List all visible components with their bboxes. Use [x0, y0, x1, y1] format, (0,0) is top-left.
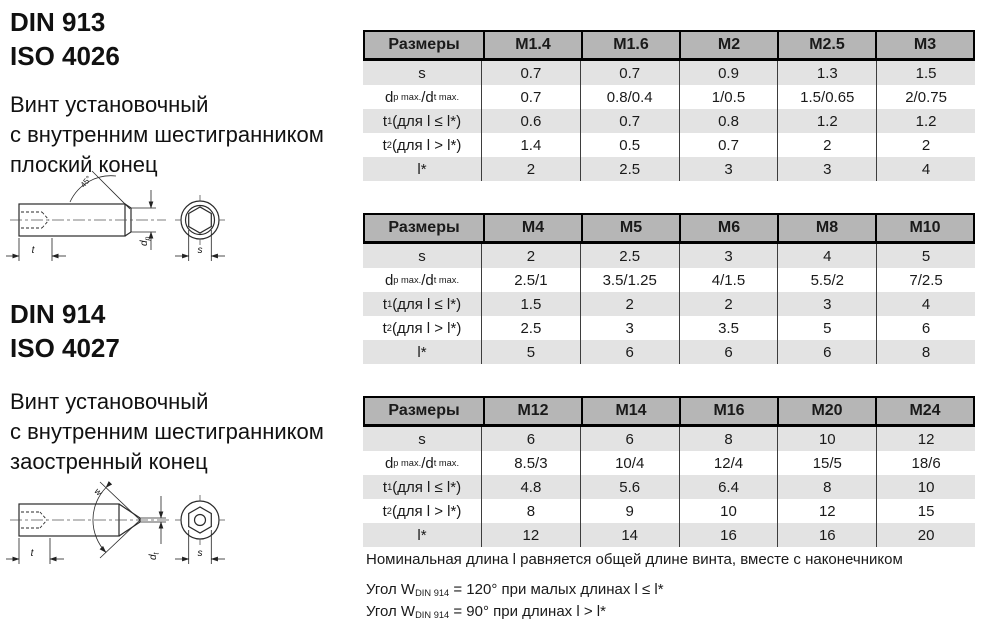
value-cell: 1.2: [876, 109, 975, 133]
description-cone-point: [10, 387, 324, 477]
flat-point-screw-drawing-icon: [4, 166, 254, 271]
value-cell: 2: [777, 133, 876, 157]
table-row: [363, 109, 975, 133]
value-cell: 4: [876, 157, 975, 181]
row-label: d p max. /d t max.: [384, 271, 460, 289]
column-header-size: M14: [581, 398, 679, 424]
row-label: t 2 (для l > l*): [382, 319, 462, 337]
value-cell: 15: [876, 499, 975, 523]
value-cell: 0.8/0.4: [580, 85, 679, 109]
value-cell: 9: [580, 499, 679, 523]
value-cell: 16: [777, 523, 876, 547]
din-913-title: DIN 913: [10, 7, 106, 37]
value-cell: 4.8: [481, 475, 580, 499]
column-header-sizes-title: Размеры: [388, 36, 460, 53]
value-cell: 1.5: [876, 61, 975, 85]
screw-end-view: [175, 495, 225, 545]
value-cell: 8.5/3: [481, 451, 580, 475]
value-cell: 5: [481, 340, 580, 364]
value-cell: 6: [481, 427, 580, 451]
dim-dp-sub: p: [144, 236, 152, 241]
column-header-size: M6: [679, 215, 777, 241]
description-line: с внутренним шестигранником: [10, 419, 324, 444]
value-cell: 12/4: [679, 451, 778, 475]
value-cell: 6: [580, 340, 679, 364]
dim-t: [6, 538, 64, 564]
dim-s: [175, 530, 225, 564]
angle-45-label: 45°: [78, 174, 94, 190]
dim-dt-sub: t: [153, 552, 161, 555]
row-label: l*: [417, 160, 427, 178]
value-cell: 0.7: [481, 61, 580, 85]
value-cell: 0.9: [679, 61, 778, 85]
table-header-row: [363, 213, 975, 244]
table-row: [363, 427, 975, 451]
dim-s-label: s: [197, 548, 203, 559]
value-cell: 3.5/1.25: [580, 268, 679, 292]
column-header-size: M24: [875, 398, 973, 424]
description-line: плоский конец: [10, 152, 158, 177]
row-label: l*: [417, 526, 427, 544]
dim-dt: [140, 496, 166, 560]
value-cell: 6: [876, 316, 975, 340]
footnote-angle-120: Угол $W_{DIN 914} = 120^\circ$ при малых длинах l ≤ l*: [366, 581, 664, 599]
table-row: [363, 316, 975, 340]
row-label: t 2 (для l > l*): [382, 502, 462, 520]
dimensions-table-m4-m10: [363, 213, 975, 364]
table-row: [363, 268, 975, 292]
value-cell: 1.5/0.65: [777, 85, 876, 109]
column-header-size: M3: [875, 32, 973, 58]
screw-end-view: [175, 195, 225, 245]
value-cell: 4: [876, 292, 975, 316]
column-header-size: M2.5: [777, 32, 875, 58]
column-header-size: M1.4: [483, 32, 581, 58]
value-cell: 16: [679, 523, 778, 547]
value-cell: 1.5: [481, 292, 580, 316]
dim-t-label: t: [31, 245, 35, 256]
description-line: Винт установочный: [10, 92, 209, 117]
dim-t-label: t: [30, 548, 34, 559]
value-cell: 1.3: [777, 61, 876, 85]
value-cell: 12: [481, 523, 580, 547]
standard-block-din914: [10, 297, 120, 365]
row-label: t 1 (для l ≤ l*): [382, 478, 462, 496]
column-header-size: M20: [777, 398, 875, 424]
svg-text:dp: [139, 236, 152, 246]
row-label: s: [418, 247, 426, 265]
value-cell: 8: [876, 340, 975, 364]
dimensions-table-m12-m24: [363, 396, 975, 547]
dim-s-label: s: [197, 245, 203, 256]
value-cell: 5.5/2: [777, 268, 876, 292]
value-cell: 20: [876, 523, 975, 547]
value-cell: 10: [777, 427, 876, 451]
value-cell: 15/5: [777, 451, 876, 475]
table-row: [363, 85, 975, 109]
column-header-size: M10: [875, 215, 973, 241]
value-cell: 2: [580, 292, 679, 316]
value-cell: 8: [679, 427, 778, 451]
value-cell: 10: [876, 475, 975, 499]
value-cell: 3.5: [679, 316, 778, 340]
value-cell: 2.5: [481, 316, 580, 340]
row-label: d p max. /d t max.: [384, 88, 460, 106]
table-row: [363, 499, 975, 523]
cone-point-screw-drawing-icon: [4, 476, 254, 581]
value-cell: 5.6: [580, 475, 679, 499]
value-cell: 3: [580, 316, 679, 340]
value-cell: 2.5: [580, 244, 679, 268]
column-header-sizes-title: Размеры: [388, 402, 460, 419]
value-cell: 2: [481, 157, 580, 181]
value-cell: 4/1.5: [679, 268, 778, 292]
value-cell: 0.7: [580, 61, 679, 85]
value-cell: 6: [679, 340, 778, 364]
value-cell: 0.7: [580, 109, 679, 133]
row-label: t 2 (для l > l*): [382, 136, 462, 154]
value-cell: 5: [876, 244, 975, 268]
value-cell: 2/0.75: [876, 85, 975, 109]
value-cell: 0.7: [679, 133, 778, 157]
angle-w-label: w: [92, 485, 105, 498]
value-cell: 6.4: [679, 475, 778, 499]
column-header-size: M2: [679, 32, 777, 58]
value-cell: 6: [777, 340, 876, 364]
table-row: [363, 340, 975, 364]
value-cell: 1/0.5: [679, 85, 778, 109]
row-label: d p max. /d t max.: [384, 454, 460, 472]
iso-4026-title: ISO 4026: [10, 41, 120, 71]
chamfer-angle-annotation: [70, 171, 130, 209]
value-cell: 8: [481, 499, 580, 523]
value-cell: 1.4: [481, 133, 580, 157]
table-row: [363, 157, 975, 181]
row-label: t 1 (для l ≤ l*): [382, 295, 462, 313]
value-cell: 6: [580, 427, 679, 451]
value-cell: 3: [679, 244, 778, 268]
column-header-sizes-title: Размеры: [388, 219, 460, 236]
value-cell: 10/4: [580, 451, 679, 475]
table-row: [363, 133, 975, 157]
column-header-size: M8: [777, 215, 875, 241]
value-cell: 14: [580, 523, 679, 547]
value-cell: 0.5: [580, 133, 679, 157]
value-cell: 2.5/1: [481, 268, 580, 292]
description-line: Винт установочный: [10, 389, 209, 414]
table-row: [363, 61, 975, 85]
value-cell: 12: [777, 499, 876, 523]
value-cell: 2: [679, 292, 778, 316]
value-cell: 2.5: [580, 157, 679, 181]
description-line: с внутренним шестигранником: [10, 122, 324, 147]
table-row: [363, 292, 975, 316]
value-cell: 3: [777, 157, 876, 181]
iso-4027-title: ISO 4027: [10, 333, 120, 363]
row-label: t 1 (для l ≤ l*): [382, 112, 462, 130]
value-cell: 12: [876, 427, 975, 451]
value-cell: 5: [777, 316, 876, 340]
table-header-row: [363, 30, 975, 61]
value-cell: 4: [777, 244, 876, 268]
dim-t: [6, 238, 66, 261]
column-header-size: M4: [483, 215, 581, 241]
table-row: [363, 475, 975, 499]
value-cell: 8: [777, 475, 876, 499]
value-cell: 1.2: [777, 109, 876, 133]
dimensions-table-m1.4-m3: [363, 30, 975, 181]
footnote-angle-90: Угол $W_{DIN 914} = 90^\circ$ при длинах l > l*: [366, 603, 606, 621]
footnote-nominal-length: Номинальная длина l равняется общей длине винта, вместе с наконечником: [366, 551, 903, 568]
value-cell: 3: [777, 292, 876, 316]
dim-dt-label: d: [148, 554, 159, 560]
table-row: [363, 244, 975, 268]
value-cell: 0.6: [481, 109, 580, 133]
value-cell: 10: [679, 499, 778, 523]
row-label: l*: [417, 343, 427, 361]
value-cell: 0.7: [481, 85, 580, 109]
row-label: s: [418, 430, 426, 448]
column-header-size: M1.6: [581, 32, 679, 58]
value-cell: 3: [679, 157, 778, 181]
value-cell: 2: [481, 244, 580, 268]
description-line: заостренный конец: [10, 449, 208, 474]
value-cell: 2: [876, 133, 975, 157]
dim-dp-label: d: [139, 240, 150, 246]
table-row: [363, 523, 975, 547]
standard-block-din913: [10, 5, 120, 73]
svg-text:dt: [148, 551, 161, 560]
column-header-size: M16: [679, 398, 777, 424]
value-cell: 18/6: [876, 451, 975, 475]
column-header-size: M12: [483, 398, 581, 424]
value-cell: 7/2.5: [876, 268, 975, 292]
table-row: [363, 451, 975, 475]
din-914-title: DIN 914: [10, 299, 106, 329]
table-header-row: [363, 396, 975, 427]
value-cell: 0.8: [679, 109, 778, 133]
row-label: s: [418, 64, 426, 82]
column-header-size: M5: [581, 215, 679, 241]
